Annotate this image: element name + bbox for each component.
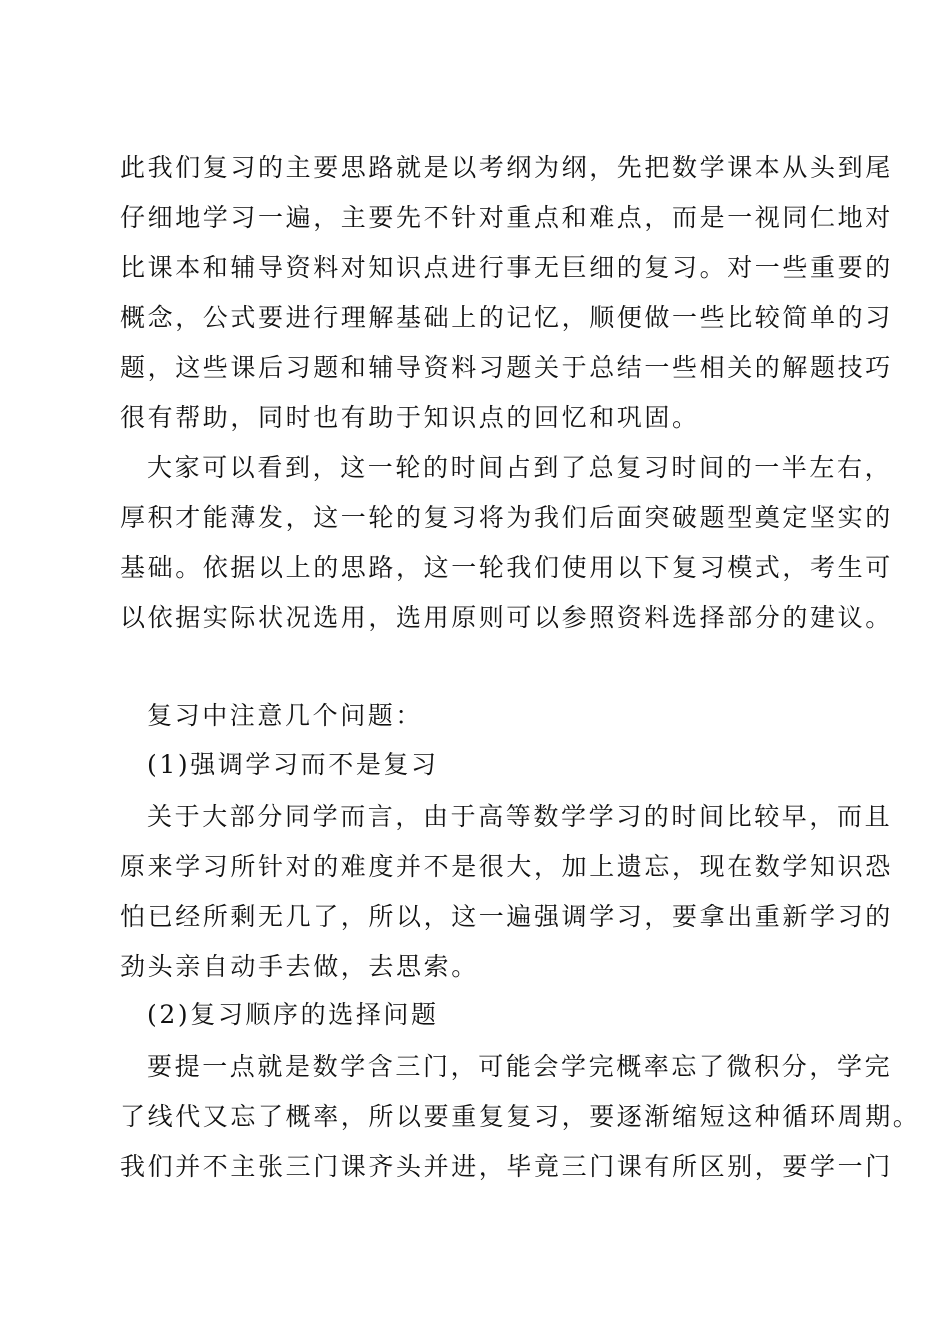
- text-line: 仔细地学习一遍，主要先不针对重点和难点，而是一视同仁地对: [120, 203, 893, 232]
- text-line: 了线代又忘了概率，所以要重复复习，要逐渐缩短这种循环周期。: [120, 1102, 921, 1131]
- text-line: 我们并不主张三门课齐头并进，毕竟三门课有所区别，要学一门: [120, 1152, 893, 1181]
- text-line: 比课本和辅导资料对知识点进行事无巨细的复习。对一些重要的: [120, 253, 893, 282]
- text-line: 厚积才能薄发，这一轮的复习将为我们后面突破题型奠定坚实的: [120, 503, 893, 532]
- text-line: 基础。依据以上的思路，这一轮我们使用以下复习模式，考生可: [120, 553, 893, 582]
- section-heading: 复习中注意几个问题：: [147, 701, 424, 730]
- text-line: 大家可以看到，这一轮的时间占到了总复习时间的一半左右，: [147, 453, 893, 482]
- text-line: 题，这些课后习题和辅导资料习题关于总结一些相关的解题技巧: [120, 353, 893, 382]
- text-line: 要提一点就是数学含三门，可能会学完概率忘了微积分，学完: [147, 1052, 893, 1081]
- text-line: 关于大部分同学而言，由于高等数学学习的时间比较早，而且: [147, 802, 893, 831]
- subheading: (1)强调学习而不是复习: [147, 750, 439, 779]
- text-line: 怕已经所剩无几了，所以，这一遍强调学习，要拿出重新学习的: [120, 902, 893, 931]
- subheading: (2)复习顺序的选择问题: [147, 1000, 439, 1029]
- text-line: 很有帮助，同时也有助于知识点的回忆和巩固。: [120, 403, 700, 432]
- text-line: 此我们复习的主要思路就是以考纲为纲，先把数学课本从头到尾: [120, 153, 893, 182]
- text-line: 原来学习所针对的难度并不是很大，加上遗忘，现在数学知识恐: [120, 852, 893, 881]
- text-line: 以依据实际状况选用，选用原则可以参照资料选择部分的建议。: [120, 603, 893, 632]
- text-line: 劲头亲自动手去做，去思索。: [120, 952, 479, 981]
- text-line: 概念，公式要进行理解基础上的记忆，顺便做一些比较简单的习: [120, 303, 893, 332]
